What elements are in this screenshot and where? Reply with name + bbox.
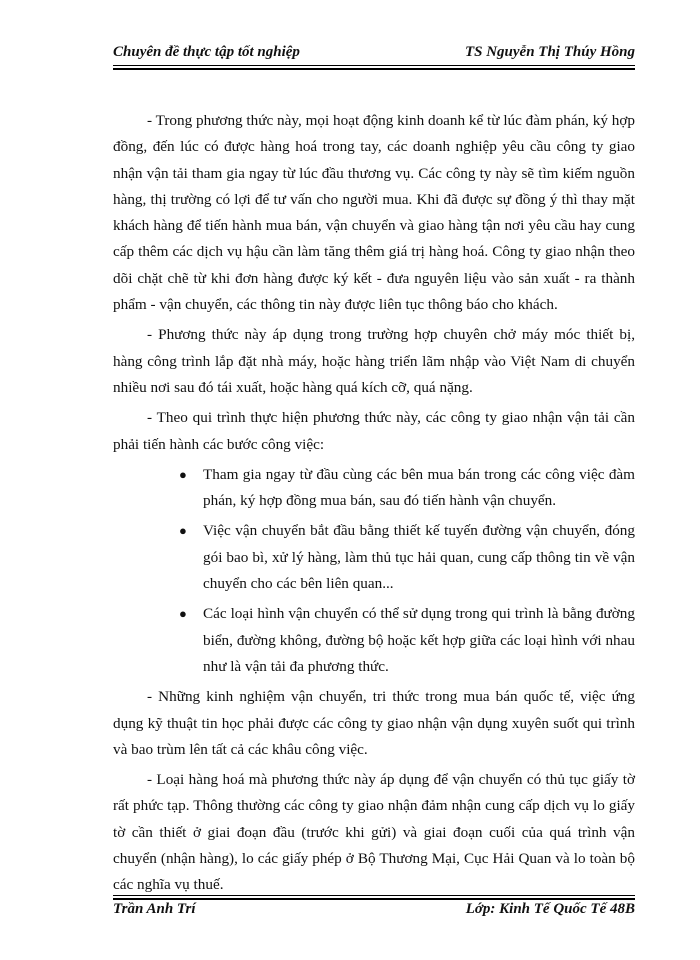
header-left-title: Chuyên đề thực tập tốt nghiệp <box>113 44 300 60</box>
bullet-icon: ● <box>179 466 187 482</box>
page-footer <box>113 901 635 921</box>
list-item <box>113 601 635 680</box>
paragraph: - Theo qui trình thực hiện phương thức này, các công ty giao nhận vận tải cần phải tiến hành các bước công việc: <box>113 409 635 453</box>
document-body <box>113 108 635 903</box>
page-header <box>113 44 635 64</box>
list-item-text: Các loại hình vận chuyển có thể sử dụng trong qui trình là bằng đường biển, đường không, đường bộ hoặc kết hợp giữa các loại hình với nhau như là vận tải đa phương thức. <box>203 605 635 675</box>
bullet-icon: ● <box>179 606 187 622</box>
header-rule <box>113 65 635 70</box>
footer-class-name: Lớp: Kinh Tế Quốc Tế 48B <box>465 901 635 917</box>
paragraph: - Những kinh nghiệm vận chuyển, tri thức trong mua bán quốc tế, việc ứng dụng kỹ thuật tin học phải được các công ty giao nhận vận dụng xuyên suốt qui trình và bao trùm lên tất cả các khâu công việc. <box>113 688 635 758</box>
footer-student-name: Trần Anh Trí <box>113 901 196 917</box>
list-item <box>113 518 635 597</box>
bullet-list <box>113 462 635 680</box>
list-item-text: Việc vận chuyển bắt đầu bằng thiết kế tuyến đường vận chuyển, đóng gói bao bì, xử lý hàng, làm thủ tục hải quan, cung cấp thông tin về vận chuyển cho các bên liên quan... <box>203 522 635 593</box>
paragraph: - Phương thức này áp dụng trong trường hợp chuyên chở máy móc thiết bị, hàng công trình lắp đặt nhà máy, hoặc hàng triển lãm nhập vào Việt Nam di chuyển nhiều nơi sau đó tái xuất, hoặc hàng quá kích cỡ, quá nặng. <box>113 326 635 396</box>
list-item-text: Tham gia ngay từ đầu cùng các bên mua bán trong các công việc đàm phán, ký hợp đồng mua bán, sau đó tiến hành vận chuyển. <box>203 465 635 510</box>
header-right-author: TS Nguyễn Thị Thúy Hồng <box>464 44 635 60</box>
list-item <box>113 462 635 515</box>
paragraph: - Trong phương thức này, mọi hoạt động kinh doanh kể từ lúc đàm phán, ký hợp đồng, đến lúc có được hàng hoá trong tay, các doanh nghiệp yêu cầu công ty giao nhận vận tải tham gia ngay từ lúc đầu thương vụ. Các công ty này sẽ tìm kiếm nguồn hàng, thị trường có lợi để tư vấn cho người mua. Khi đã được sự đồng ý thì thay mặt khách hàng để tiến hành mua bán, vận chuyển và giao hàng tận nơi yêu cầu hay cung cấp thêm các dịch vụ hậu cần làm tăng thêm giá trị hàng hoá. Công ty giao nhận theo dõi chặt chẽ từ khi đơn hàng được ký kết - đưa nguyên liệu vào sản xuất - ra thành phẩm - vận chuyển, các thông tin này được liên tục thông báo cho khách. <box>113 112 635 314</box>
bullet-icon: ● <box>179 523 187 539</box>
paragraph: - Loại hàng hoá mà phương thức này áp dụng để vận chuyển có thủ tục giấy tờ rất phức tạp. Thông thường các công ty giao nhận đảm nhận cung cấp dịch vụ lo giấy tờ cần thiết ở giai đoạn đầu (trước khi gửi) và giai đoạn cuối của quá trình vận chuyển (nhận hàng), lo các giấy phép ở Bộ Thương Mại, Cục Hải Quan và lo toàn bộ các nghĩa vụ thuế. <box>113 771 635 894</box>
footer-rule <box>113 895 635 900</box>
